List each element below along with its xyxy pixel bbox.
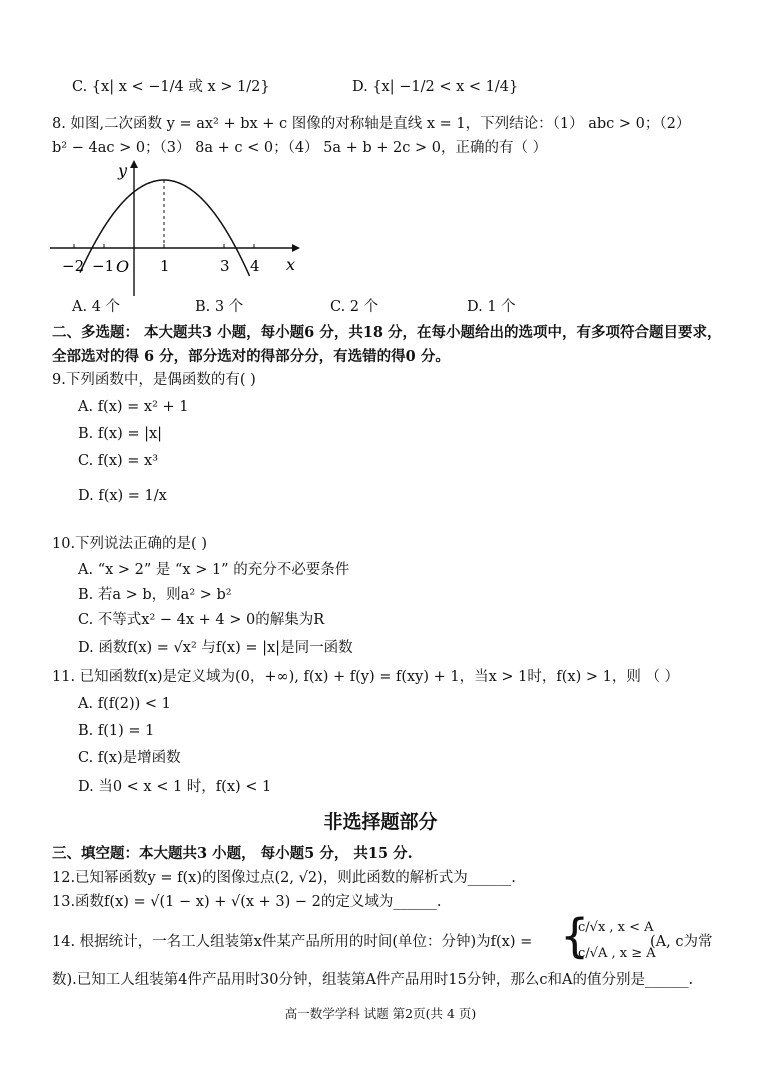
q10-option-b: B. 若a > b，则a² > b² — [78, 587, 232, 603]
q14-piecewise-brace: { — [560, 909, 590, 963]
x-tick-label: 4 — [250, 257, 260, 275]
x-tick-label: −1 — [92, 257, 115, 275]
section2-heading-line1: 二、多选题： 本大题共3 小题，每小题6 分，共18 分，在每小题给出的选项中，有多项符合题目要求， — [52, 324, 722, 341]
q11-stem: 11. 已知函数f(x)是定义域为(0，+∞), f(x) + f(y) = f(xy) + 1，当x > 1时，f(x) > 1，则 （ ） — [52, 669, 680, 685]
origin-label: O — [116, 257, 130, 276]
q9-option-a: A. f(x) = x² + 1 — [78, 399, 189, 415]
q9-option-b: B. f(x) = |x| — [78, 426, 163, 442]
q12-text: 12.已知幂函数y = f(x)的图像过点(2, √2)，则此函数的解析式为______. — [52, 870, 516, 886]
q14-case1: c/√x , x < A — [578, 920, 654, 935]
section3-heading: 三、填空题：本大题共3 小题， 每小题5 分， 共15 分. — [52, 845, 413, 862]
x-axis-arrow — [292, 244, 300, 252]
q8-option-b: B. 3 个 — [195, 299, 244, 315]
section2-heading-line2: 全部选对的得 6 分，部分选对的得部分分，有选错的得0 分。 — [52, 348, 450, 365]
q7-option-d: D. {x| −1/2 < x < 1/4} — [352, 79, 519, 95]
y-axis-label: y — [118, 161, 128, 180]
x-tick-label: 3 — [220, 257, 230, 275]
q10-option-d: D. 函数f(x) = √x² 与f(x) = |x|是同一函数 — [78, 640, 353, 656]
q13-text: 13.函数f(x) = √(1 − x) + √(x + 3) − 2的定义域为______. — [52, 894, 442, 910]
part-title: 非选择题部分 — [323, 811, 438, 833]
q11-option-c: C. f(x)是增函数 — [78, 750, 181, 766]
q11-option-a: A. f(f(2)) < 1 — [78, 696, 171, 712]
q11-option-d: D. 当0 < x < 1 时，f(x) < 1 — [78, 779, 272, 795]
q8-option-a: A. 4 个 — [72, 299, 121, 315]
x-axis-label: x — [286, 255, 296, 274]
q14-line1-suffix: (A, c为常 — [650, 934, 713, 950]
x-tick-label: 1 — [160, 257, 170, 275]
q9-stem: 9.下列函数中，是偶函数的有( ) — [52, 372, 256, 388]
q14-case2: c/√A , x ≥ A — [578, 946, 656, 961]
page-footer: 高一数学学科 试题 第2页(共 4 页) — [284, 1006, 477, 1021]
x-tick-label: −2 — [62, 257, 85, 275]
q10-option-a: A. “x > 2” 是 “x > 1” 的充分不必要条件 — [78, 562, 350, 578]
q14-line2: 数).已知工人组装第4件产品用时30分钟，组装第A件产品用时15分钟，那么c和A的值分别是______. — [52, 972, 694, 988]
y-axis-arrow — [130, 160, 138, 168]
q8-stem-line2: b² − 4ac > 0；（3） 8a + c < 0；（4） 5a + b + 2c > 0，正确的有（ ） — [52, 140, 548, 156]
q9-option-d: D. f(x) = 1/x — [78, 488, 167, 504]
q10-stem: 10.下列说法正确的是( ) — [52, 536, 207, 552]
q7-option-c: C. {x| x < −1/4 或 x > 1/2} — [72, 79, 270, 95]
q11-option-b: B. f(1) = 1 — [78, 723, 155, 739]
q9-option-c: C. f(x) = x³ — [78, 453, 159, 469]
q8-stem-line1: 8. 如图,二次函数 y = ax² + bx + c 图像的对称轴是直线 x = 1，下列结论：（1） abc > 0；（2） — [52, 116, 691, 132]
q14-line1-prefix: 14. 根据统计，一名工人组装第x件某产品所用的时间(单位：分钟)为f(x) = — [52, 934, 533, 950]
q8-parabola-graph — [50, 158, 300, 298]
q8-option-c: C. 2 个 — [330, 299, 379, 315]
q8-option-d: D. 1 个 — [467, 299, 516, 315]
q10-option-c: C. 不等式x² − 4x + 4 > 0的解集为R — [78, 612, 325, 628]
